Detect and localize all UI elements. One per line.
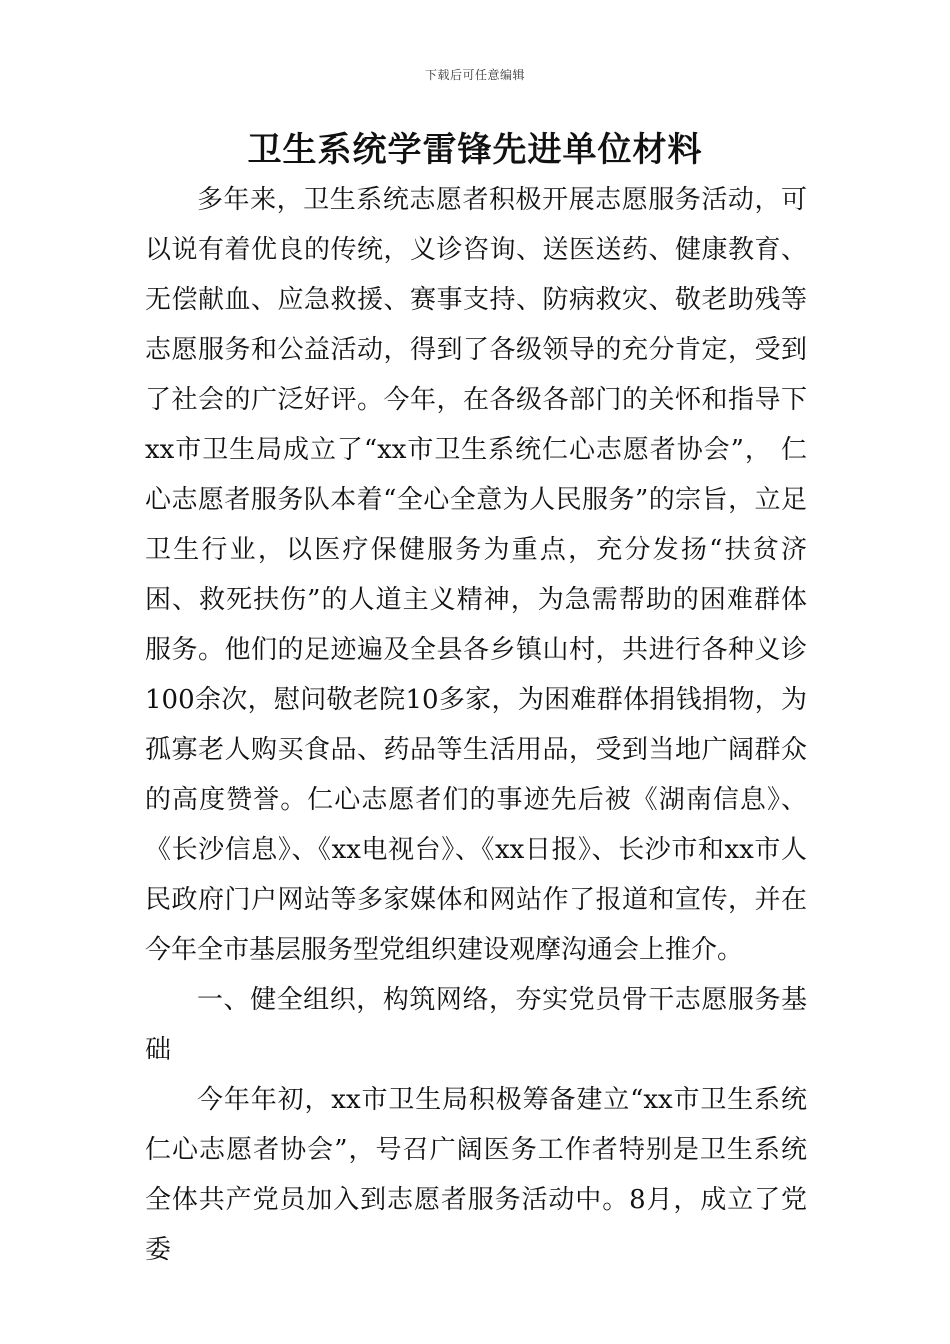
- document-title: 卫生系统学雷锋先进单位材料: [247, 130, 703, 170]
- paragraph-section-body: 今年年初，xx市卫生局积极筹备建立“xx市卫生系统仁心志愿者协会”，号召广阔医务工作者特别是卫生系统全体共产党员加入到志愿者服务活动中。8月，成立了党委: [145, 1085, 807, 1265]
- header-note: 下载后可任意编辑: [424, 68, 525, 82]
- document-body: [145, 175, 807, 1275]
- paragraph-intro: 多年来，卫生系统志愿者积极开展志愿服务活动，可以说有着优良的传统，义诊咨询、送医送药、健康教育、无偿献血、应急救援、赛事支持、防病救灾、敬老助残等志愿服务和公益活动，得到了各级领导的充分肯定，受到了社会的广泛好评。今年，在各级各部门的关怀和指导下xx市卫生局成立了“xx市卫生系统仁心志愿者协会”， 仁心志愿者服务队本着“全心全意为人民服务”的宗旨，立足卫生行业，以医疗保健服务为重点，充分发扬“扶贫济困、救死扶伤”的人道主义精神，为急需帮助的困难群体服务。他们的足迹遍及全县各乡镇山村，共进行各种义诊100余次，慰问敬老院10多家，为困难群体捐钱捐物，为孤寡老人购买食品、药品等生活用品，受到当地广阔群众的高度赞誉。仁心志愿者们的事迹先后被《湖南信息》、《长沙信息》、《xx电视台》、《xx日报》、长沙市和xx市人民政府门户网站等多家媒体和网站作了报道和宣传，并在今年全市基层服务型党组织建设观摩沟通会上推介。: [145, 185, 807, 965]
- paragraph-section-heading: 一、健全组织，构筑网络，夯实党员骨干志愿服务基础: [145, 985, 807, 1065]
